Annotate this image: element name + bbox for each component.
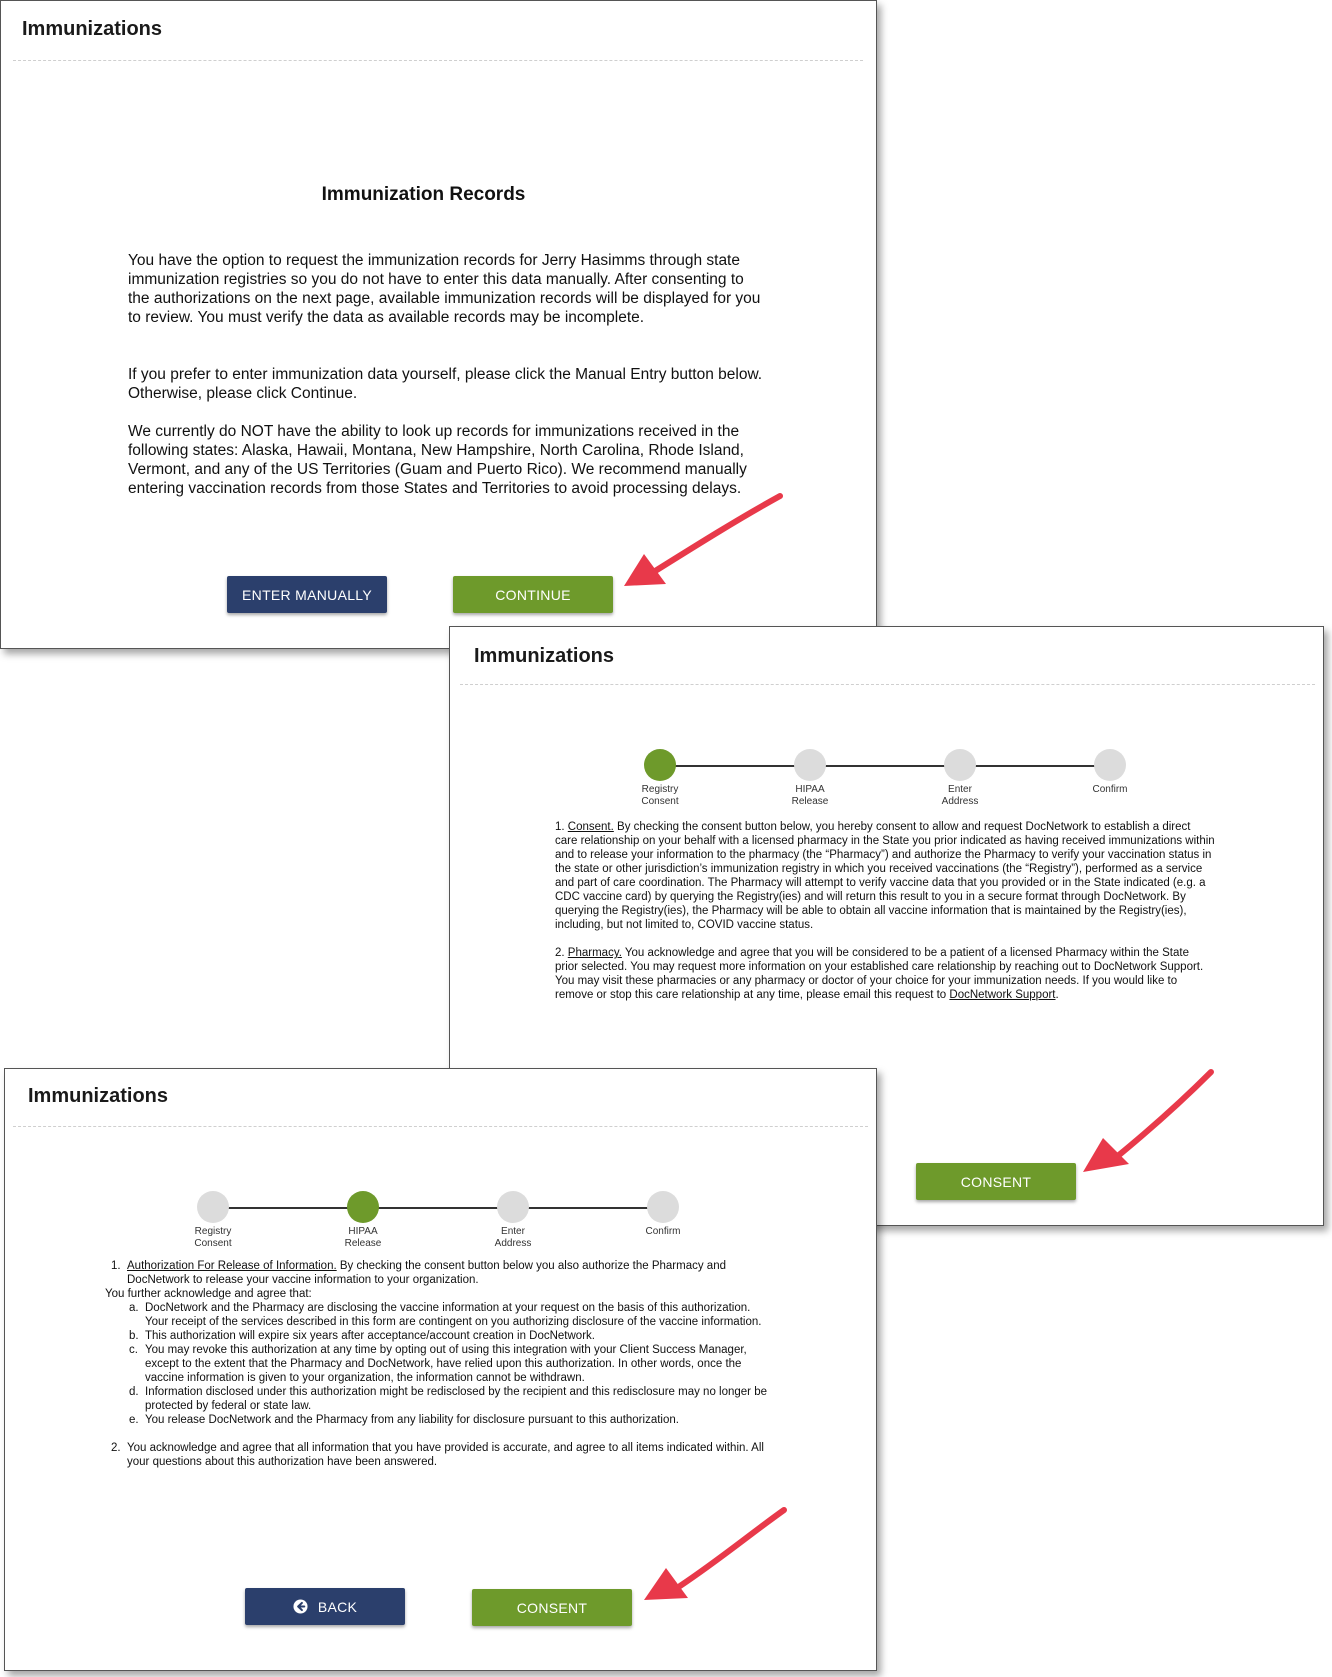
continue-button[interactable]: CONTINUE (453, 576, 613, 613)
intro-paragraph-unsupported-states: We currently do NOT have the ability to look up records for immunizations received in the following states: Alaska, Hawaii, Montana, New Hampshire, North Carolina, Rhode Island, Vermont, and any of the US Territories (Guam and Puerto Rico). We recommend manually entering vaccination records from those States and Territories to avoid processing delays. (128, 423, 747, 497)
step-label-enter-address: Enter Address (494, 1226, 532, 1249)
subitem-text: You release DocNetwork and the Pharmacy from any liability for disclosure pursuant to this authorization. (145, 1414, 679, 1426)
authorization-item-2: 2. You acknowledge and agree that all information that you have provided is accurate, and agree to all items indicated within. All your questions about this authorization have been answered. (111, 1442, 764, 1468)
authorization-subitem (111, 1329, 776, 1343)
authorization-subitems (111, 1301, 776, 1427)
stepper-line (213, 1207, 663, 1209)
enter-manually-button[interactable]: ENTER MANUALLY (227, 576, 387, 613)
authorization-terms (105, 1259, 776, 1469)
back-button[interactable] (245, 1588, 405, 1625)
annotation-arrow-final-consent-icon (634, 1500, 794, 1610)
step-dot-enter-address (944, 749, 976, 781)
title-divider (13, 60, 863, 61)
step-label-hipaa-release: HIPAA Release (791, 784, 829, 807)
consent-clause-heading: Consent. (567, 821, 614, 833)
consent-button[interactable]: CONSENT (916, 1163, 1076, 1200)
subitem-text: This authorization will expire six years after acceptance/account creation in DocNetwork. (145, 1330, 595, 1342)
step-label-registry-consent: Registry Consent (641, 784, 679, 807)
back-button-label: BACK (317, 1598, 358, 1615)
step-dot-registry-consent (644, 749, 676, 781)
subitem-letter: c. (129, 1344, 138, 1356)
step-dot-registry-consent (197, 1191, 229, 1223)
consent-terms (555, 820, 1215, 1016)
step-dot-confirm (647, 1191, 679, 1223)
subitem-letter: b. (129, 1330, 139, 1342)
step-label-confirm: Confirm (1092, 784, 1128, 795)
subitem-letter: e. (129, 1414, 139, 1426)
title-divider (13, 1126, 868, 1127)
pharmacy-clause-heading: Pharmacy. (567, 947, 622, 959)
subitem-letter: a. (129, 1302, 139, 1314)
step-dot-hipaa-release (347, 1191, 379, 1223)
authorization-subitem (111, 1301, 776, 1329)
subitem-text: You may revoke this authorization at any time by opting out of using this integration with your Client Success Manager, except to the extent that the Pharmacy and DocNetwork, have relied upon this authorization. In other words, once the vaccine information is given to your organization, the information cannot be withdrawn. (145, 1344, 747, 1384)
back-arrow-icon (293, 1599, 308, 1614)
step-label-hipaa-release: HIPAA Release (344, 1226, 382, 1249)
authorization-subitem (111, 1413, 776, 1427)
step-label-confirm: Confirm (645, 1226, 681, 1237)
authorization-subitem (111, 1385, 776, 1413)
panel-title: Immunizations (28, 1085, 169, 1107)
subitem-letter: d. (129, 1386, 139, 1398)
panel-title: Immunizations (22, 18, 163, 40)
authorization-subitem (111, 1343, 776, 1385)
immunization-records-heading: Immunization Records (321, 184, 526, 205)
consent-button[interactable]: CONSENT (472, 1589, 632, 1626)
annotation-arrow-continue-icon (610, 488, 790, 598)
subitem-text: DocNetwork and the Pharmacy are disclosing the vaccine information at your request on the basis of this authorization. Your receipt of the services described in this form are contingent on you authorizing disclosure of the vaccine information. (145, 1302, 762, 1328)
authorization-item-1: 1. Authorization For Release of Information. By checking the consent button below you also authorize the Pharmacy and DocNetwork to release your vaccine information to your organization. (111, 1260, 726, 1286)
docnetwork-support-link[interactable]: DocNetwork Support (949, 989, 1056, 1001)
step-dot-confirm (1094, 749, 1126, 781)
step-label-enter-address: Enter Address (941, 784, 979, 807)
step-dot-enter-address (497, 1191, 529, 1223)
consent-clause: 1. Consent. By checking the consent button below, you hereby consent to allow and request DocNetwork to establish a direct care relationship on your behalf with a licensed pharmacy in the State you prior indicated as having received immunizations within and to release your information to the pharmacy (the “Pharmacy”) and authorize the Pharmacy to verify your vaccination status in the state or other jurisdiction’s immunization registry in which you received vaccinations (the “Registry”), performed as a service and part of care coordination. The Pharmacy will attempt to verify vaccine data that you provided or in the State indicated (e.g. a CDC vaccine card) by querying the Registry(ies) and will return this result to you in a secure format through DocNetwork. By querying the Registry(ies), the Pharmacy will be able to obtain all vaccine information that is maintained by the Registry(ies), including, but not limited to, COVID vaccine status. (555, 821, 1215, 931)
authorization-item-heading: Authorization For Release of Information. (127, 1260, 337, 1272)
title-divider (460, 684, 1315, 685)
further-acknowledge-text: You further acknowledge and agree that: (105, 1288, 312, 1300)
step-label-registry-consent: Registry Consent (194, 1226, 232, 1249)
intro-paragraph-registries: You have the option to request the immunization records for Jerry Hasimms through state immunization registries so you do not have to enter this data manually. After consenting to the authorizations on the next page, available immunization records will be displayed for you to review. You must verify the data as available records may be incomplete. (128, 252, 761, 326)
stepper-line (660, 765, 1110, 767)
annotation-arrow-consent-icon (1073, 1062, 1223, 1182)
pharmacy-clause: 2. Pharmacy. You acknowledge and agree that you will be considered to be a patient of a licensed Pharmacy within the State prior selected. You may request more information on your established care relationship by reaching out to DocNetwork Support. You may visit these pharmacies or any pharmacy or doctor of your choice for your immunization needs. If you would like to remove or stop this care relationship at any time, please email this request to DocNetwork Support. (555, 947, 1204, 1001)
panel-title: Immunizations (474, 645, 615, 667)
subitem-text: Information disclosed under this authorization might be redisclosed by the recipient and this redisclosure may no longer be protected by federal or state law. (145, 1386, 767, 1412)
step-dot-hipaa-release (794, 749, 826, 781)
intro-paragraph-manual-entry: If you prefer to enter immunization data yourself, please click the Manual Entry button below. Otherwise, please click Continue. (128, 366, 763, 402)
